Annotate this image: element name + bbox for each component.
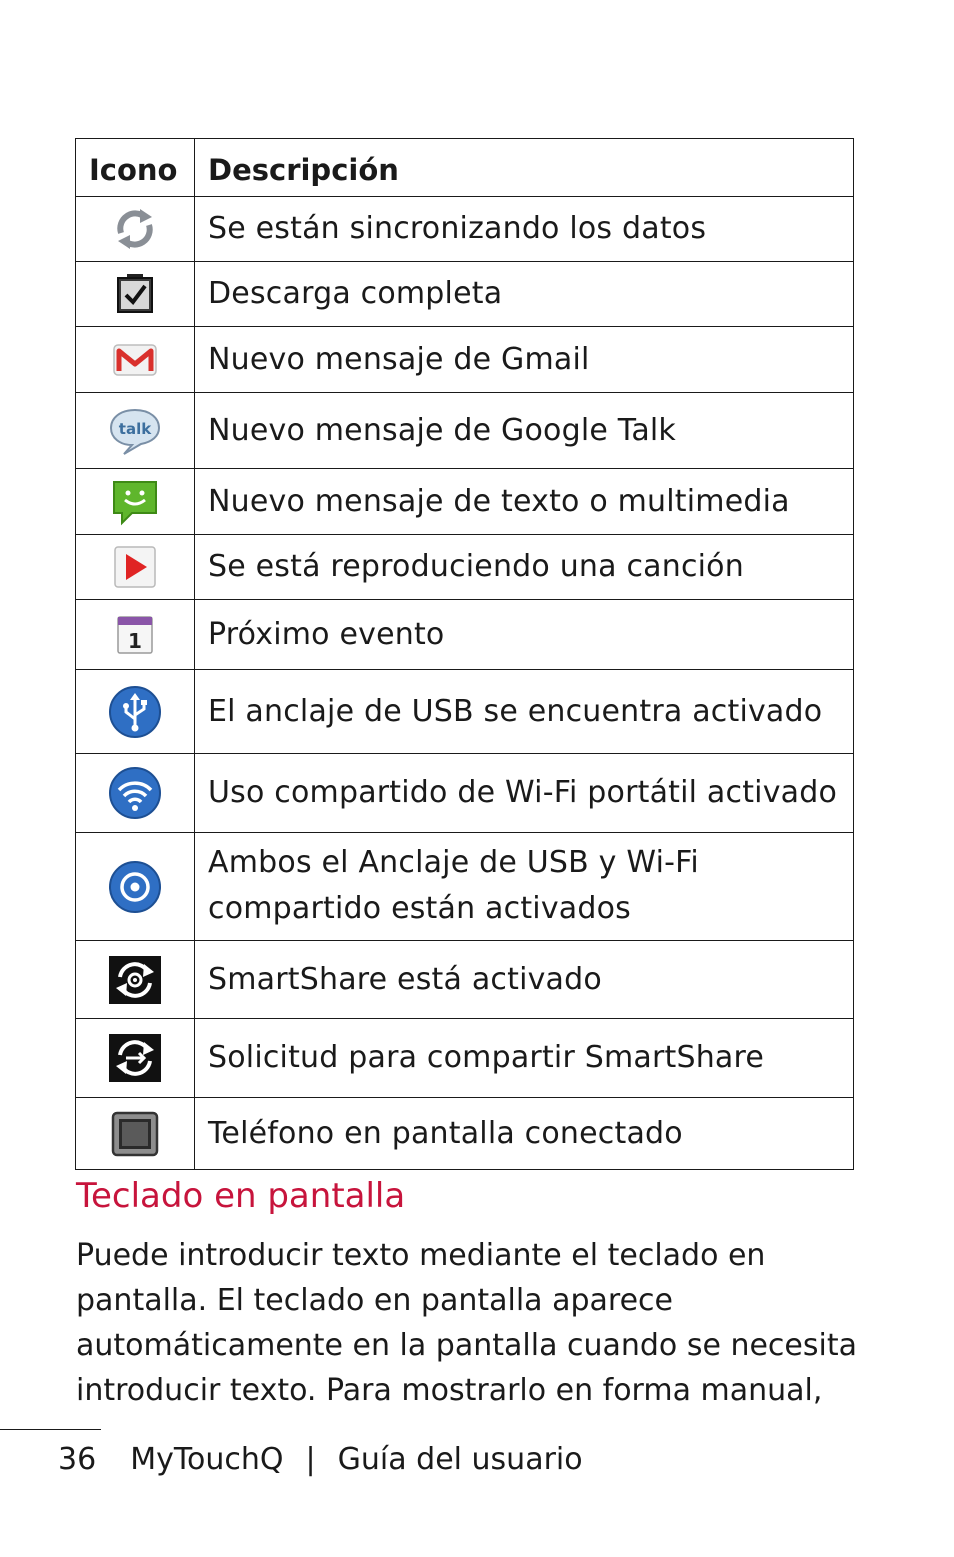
row-description: Próximo evento	[195, 600, 854, 670]
table-row	[76, 754, 854, 833]
usb-tethering-icon	[108, 685, 162, 739]
row-description: Nuevo mensaje de texto o multimedia	[195, 469, 854, 535]
table-row	[76, 197, 854, 262]
usb-wifi-tethering-icon	[108, 860, 162, 914]
row-description: El anclaje de USB se encuentra activado	[195, 670, 854, 754]
body-paragraph: Puede introducir texto mediante el teclado en pantalla. El teclado en pantalla aparece automáticamente en la pantalla cuando se necesita introducir texto. Para mostrarlo en forma manual,	[76, 1238, 857, 1408]
table-row	[76, 670, 854, 754]
calendar-event-icon	[115, 614, 155, 656]
table-row	[76, 262, 854, 327]
wifi-hotspot-icon	[108, 766, 162, 820]
table-row	[76, 600, 854, 670]
row-description: Solicitud para compartir SmartShare	[195, 1019, 854, 1098]
download-complete-icon	[115, 272, 155, 316]
column-header-icon: Icono	[76, 139, 195, 197]
svg-text:1: 1	[128, 628, 142, 653]
sms-mms-icon	[110, 477, 160, 527]
table-row	[76, 941, 854, 1019]
svg-text:talk: talk	[118, 419, 152, 438]
row-description: Se están sincronizando los datos	[195, 197, 854, 262]
gmail-icon	[113, 342, 157, 378]
row-description: SmartShare está activado	[195, 941, 854, 1019]
footer-rule	[0, 1429, 101, 1430]
table-row	[76, 1019, 854, 1098]
row-description: Teléfono en pantalla conectado	[195, 1098, 854, 1170]
table-row	[76, 393, 854, 469]
row-description: Se está reproduciendo una canción	[195, 535, 854, 600]
section-title: Teclado en pantalla	[76, 1176, 406, 1216]
table-row	[76, 469, 854, 535]
on-screen-phone-icon	[111, 1111, 159, 1157]
table-row	[76, 535, 854, 600]
page-footer	[58, 1442, 583, 1477]
row-description: Nuevo mensaje de Google Talk	[195, 393, 854, 469]
row-description: Uso compartido de Wi-Fi portátil activado	[195, 754, 854, 833]
table-row	[76, 833, 854, 941]
row-description: Descarga completa	[195, 262, 854, 327]
guide-title: Guía del usuario	[337, 1442, 583, 1477]
music-play-icon	[113, 545, 157, 589]
table-row	[76, 327, 854, 393]
table-row	[76, 1098, 854, 1170]
row-description: Ambos el Anclaje de USB y Wi-Fi compartido están activados	[195, 833, 854, 941]
icon-table	[75, 138, 854, 1170]
table-header-row	[76, 139, 854, 197]
page-number: 36	[58, 1442, 97, 1477]
sync-icon	[112, 203, 158, 255]
google-talk-icon	[108, 406, 162, 456]
footer-separator: |	[305, 1442, 316, 1477]
product-name: MyTouchQ	[130, 1442, 284, 1477]
smartshare-request-icon	[108, 1033, 162, 1083]
row-description: Nuevo mensaje de Gmail	[195, 327, 854, 393]
smartshare-on-icon	[108, 955, 162, 1005]
column-header-description: Descripción	[195, 139, 854, 197]
